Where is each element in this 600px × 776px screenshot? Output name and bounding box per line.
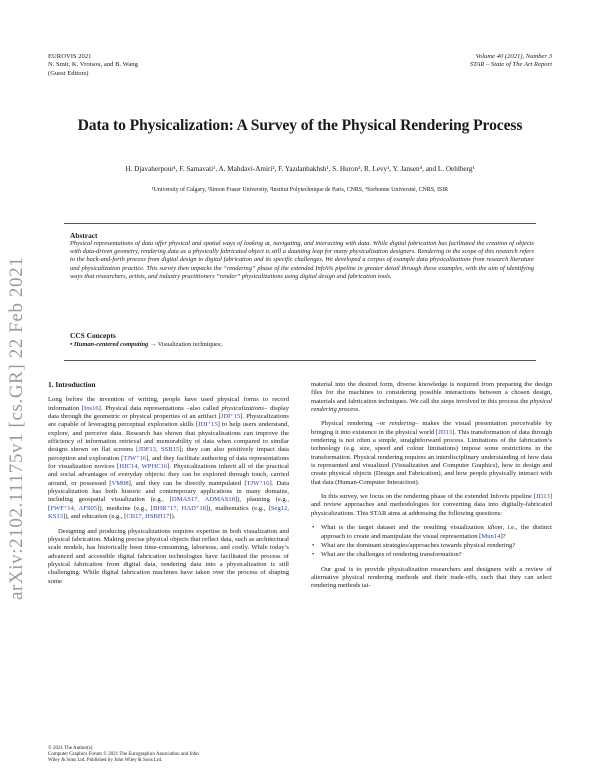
citation-link[interactable]: VM08 [111,479,129,487]
citation-link[interactable]: FWF⁺14, AFS05 [50,504,98,512]
publisher-line-2: Wiley & Sons Ltd. Published by John Wiley & Sons Ltd. [48,758,163,764]
right-column [311,381,552,597]
citation-link[interactable]: HJC14, WPHC16 [119,463,168,471]
list-item: • What are the dominant strategies/approaches towards physical rendering? [321,542,552,550]
intro-paragraph-4: Physical rendering –or rendering– makes the visual presentation perceivable by bringing it into existence in the physical world [JD13]. This transformation of data through rendering is not often a simple, straightforward process. Limitations of the fabrication’s technology (e.g. size, speed and colour limitations) impose some restrictions in the transformation. Physical rendering requires an interdisciplinary understanding of how data is represented and visualized (Visualization and Computer Graphics), how to design and create physical objects (Design and Fabrication), and how people physically interact with that data (Human-Computer Interaction). [311,420,552,486]
ccs-heading: CCS Concepts [70,331,116,340]
emphasis-text: physical rendering process [311,397,552,414]
intro-paragraph-6: Our goal is to provide physicalization researchers and designers with a review of alternative physical rendering methods and their trade-offs, such that they can select rendering methods tai- [311,565,552,590]
affiliation-list: ¹University of Calgary, ²Simon Fraser University, ³Institut Polytechnique de Paris, CNRS, ⁴Sorbonne Université, CNRS, ISIR [151,187,449,193]
abstract-top-rule [64,223,536,224]
citation-link[interactable]: CB17, HSBH17 [126,513,170,521]
ccs-concepts [70,341,222,348]
abstract-heading: Abstract [70,231,98,240]
conference-name: EUROVIS 2021 [48,53,92,60]
left-column [48,381,289,592]
author-list: H. Djavaherpour¹, F. Samavati¹, A. Mahdavi-Amiri², F. Yazdanbakhsh¹, S. Huron³, R. Levy¹, Y. Jansen⁴, and L. Oehlberg¹ [125,165,475,173]
research-questions-list [311,524,552,559]
ccs-primary-concept: • Human-centered computing [70,341,149,348]
citation-link[interactable]: BHR⁺17, HAD⁺18 [152,504,206,512]
abstract-text: Physical representations of data offer physical and spatial ways of looking at, navigating, and interacting with data. While digital fabrication has facilitated the creation of objects with data-driven geometry, rendering data as a physically fabricated object is still a daunting leap for many physicalization designers. Rendering in the scope of this research refers to the back-and-forth process from digital design to digital fabrication and its specific challenges. We developed a corpus of example data physicalizations from research literature and physicalization practice. This survey then unpacks the “rendering” phase of the extended InfoVis pipeline in greater detail through these examples, with the aim of identifying ways that researchers, artists, and industry practitioners “render” physicalizations using digital design and fabrication tools. [70,240,534,280]
citation-link[interactable]: JDI⁺15 [198,421,218,429]
ccs-secondary-concept: → Visualization techniques; [148,341,223,348]
guest-editors-label: (Guest Editors) [48,69,89,77]
intro-paragraph-2: Designing and producing physicalizations requires expertise in both visualization and physical fabrication. Making precise physical objects that reflect data, such as architectural scale models, has historically been time-consuming, laborious, and costly. While today’s advanced and accessible digital fabrication technologies have facilitated the process of physical fabrication from digital data, rendering data into a physicalization is still challenging. While digital fabrication machines have taken over the process of shaping some [48,527,289,585]
citation-link[interactable]: JD13 [535,493,550,501]
intro-paragraph-3: material into the desired form, diverse knowledge is required from preparing the design files for the machines to considering possible interactions between a chosen design, materials and fabrication techniques. We call the steps involved in this process the physical rendering process. [311,381,552,414]
emphasis-text: idiom [487,524,503,532]
citation-link[interactable]: DMAS17, ADMAS18 [171,496,235,504]
journal-header-left [48,53,138,78]
citation-link[interactable]: JD13 [438,428,453,436]
copyright-line: © 2021 The Author(s) [48,746,93,751]
citation-link[interactable]: JDI⁺15 [220,413,241,421]
emphasis-text: physicalizations [221,404,264,412]
list-item: • What are the challenges of rendering transformation? [321,551,552,559]
volume-info: Volume 40 (2021), Number 3 [475,53,552,60]
abstract-bottom-rule [64,360,536,361]
paper-title: Data to Physicalization: A Survey of the Physical Rendering Process [77,117,523,134]
intro-paragraph-1: Long before the invention of writing, people have used physical forms to record information [Ins16]. Physical data representations –also called physicalizations– display data through the geometric or physical properties of an artifact [JDI⁺15]. Physicalizations are capable of leveraging perceptual exploration skills [JDI⁺15] to help users understand, explore, and perceive data. Research has shown that physicalizations can improve the efficiency of information retrieval and memorability of data when compared to similar designs shown on flat screens [JDF13, SSB15]; they can also positively impact data perception and exploration [TJW⁺16], and they facilitate authoring of data representations for visualization novices [HJC14, WPHC16]. Physicalizations inherit all of the practical and social advantages of everyday objects: they can be explored through touch, carried around, or possessed [VM08], and they can be directly manipulated [TJW⁺16]. Data physicalization has both historic and contemporary applications in many domains, including geospatial visualization (e.g., [DMAS17, ADMAS18]), planning (e.g., [FWF⁺14, AFS05]), medicine (e.g., [BHR⁺17, HAD⁺18]), mathematics (e.g., [Seg12, KS13]), and education (e.g., [CB17, HSBH17]). [48,396,290,521]
copyright-footer [48,746,268,765]
citation-link[interactable]: Ins16 [84,404,99,412]
emphasis-text: rendering [389,420,416,428]
guest-editors-names: N. Smit, K. Vrotsou, and B. Wang [48,61,138,69]
report-type: STAR – State of The Art Report [469,61,552,69]
citation-link[interactable]: JDF13, SSB15 [138,446,180,454]
journal-header-right [470,53,552,70]
intro-paragraph-5: In this survey, we focus on the rendering phase of the extended Infovis pipeline [JD13] and review approaches and methodologies for converting data into digitally-fabricated physicalizations. This STAR aims at addressing the following questions: [311,493,552,517]
publisher-line-1: Computer Graphics Forum © 2021 The Eurographics Association and John [48,752,199,758]
citation-link[interactable]: TJW⁺16 [246,479,270,487]
citation-link[interactable]: TJW⁺16 [123,454,147,462]
arxiv-watermark: arXiv:2102.11175v1 [cs.GR] 22 Feb 2021 [6,256,27,600]
section-heading-introduction: 1. Introduction [48,380,96,389]
list-item: • What is the target dataset and the resulting visualization idiom, i.e., the distinct approach to create and manipulate the visual representation [Mun14]? [321,524,552,541]
citation-link[interactable]: Mun14 [481,532,501,540]
citation-link[interactable]: Seg12, KS13 [48,504,289,521]
